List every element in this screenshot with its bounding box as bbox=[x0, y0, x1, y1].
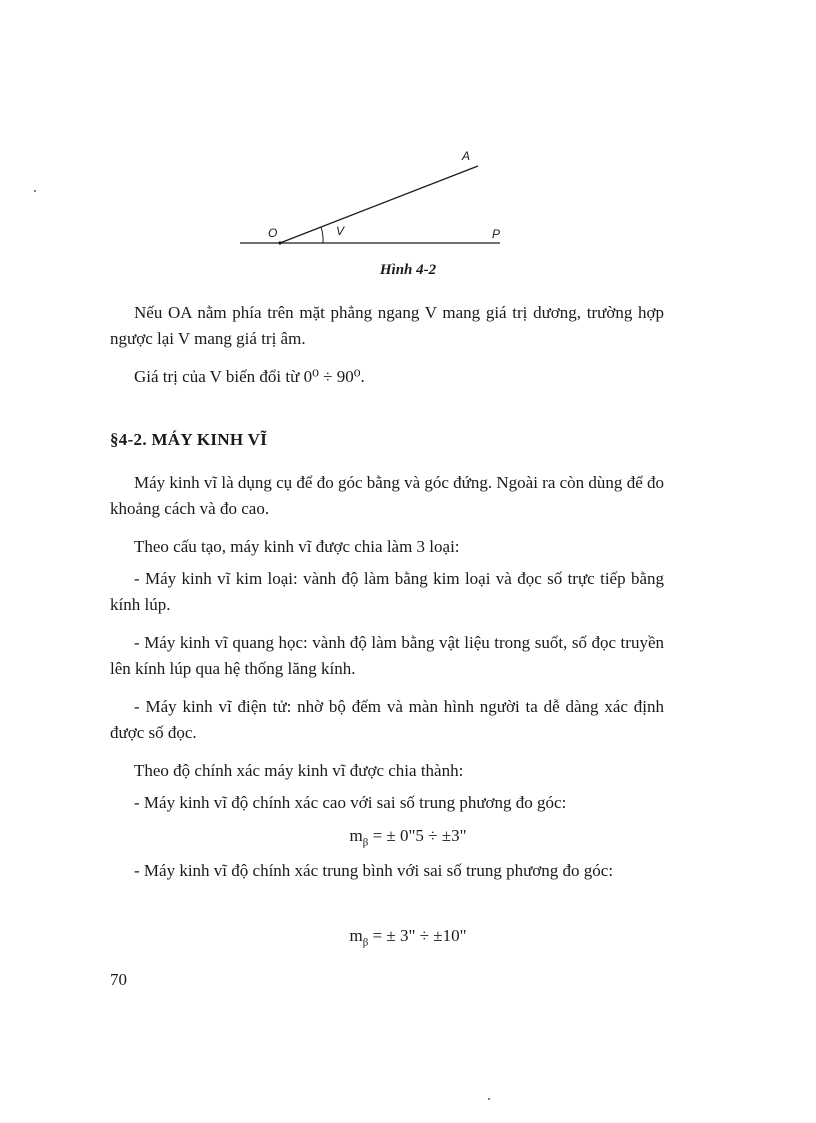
section-heading: §4-2. MÁY KINH VĨ bbox=[110, 430, 268, 449]
page-number: 70 bbox=[110, 970, 127, 989]
angle-diagram bbox=[228, 140, 518, 260]
list-item-high-accuracy: - Máy kinh vĩ độ chính xác cao với sai số trung phương đo góc: bbox=[134, 793, 567, 812]
paragraph-v-sign: Nếu OA nằm phía trên mặt phẳng ngang V mang giá trị dương, trường hợp ngược lại V mang giá trị âm. bbox=[110, 303, 664, 348]
label-a: A bbox=[462, 149, 471, 163]
list-item-medium-accuracy: - Máy kinh vĩ độ chính xác trung bình với sai số trung phương đo góc: bbox=[134, 861, 614, 880]
paragraph-structure: Theo cấu tạo, máy kinh vĩ được chia làm 3 loại: bbox=[134, 537, 460, 556]
formula-symbol: m bbox=[349, 826, 363, 845]
list-item-optical: - Máy kinh vĩ quang học: vành độ làm bằng vật liệu trong suốt, số đọc truyền lên kính lúp qua hệ thống lăng kính. bbox=[110, 633, 664, 678]
paragraph-v-range: Giá trị của V biến đổi từ 0⁰ ÷ 90⁰. bbox=[134, 367, 365, 386]
paragraph-intro: Máy kinh vĩ là dụng cụ để đo góc bằng và góc đứng. Ngoài ra còn dùng để đo khoảng cách và đo cao. bbox=[110, 473, 664, 518]
figure-caption: Hình 4-2 bbox=[379, 262, 437, 278]
scan-speck bbox=[34, 190, 36, 192]
formula-medium-accuracy bbox=[0, 926, 816, 948]
formula-high-accuracy bbox=[0, 826, 816, 848]
scan-speck bbox=[488, 1098, 490, 1100]
angle-figure bbox=[228, 140, 518, 260]
label-p: P bbox=[492, 227, 501, 241]
label-v: V bbox=[336, 224, 345, 238]
paragraph-accuracy: Theo độ chính xác máy kinh vĩ được chia thành: bbox=[134, 761, 464, 780]
point-o bbox=[278, 241, 281, 244]
formula-subscript: β bbox=[362, 836, 369, 849]
list-item-metal: - Máy kinh vĩ kim loại: vành độ làm bằng kim loại và đọc số trực tiếp bằng kính lúp. bbox=[110, 569, 664, 614]
label-o: O bbox=[268, 226, 278, 240]
formula-symbol: m bbox=[349, 926, 363, 945]
formula-value: = ± 3" ÷ ±10" bbox=[368, 926, 467, 945]
formula-subscript: β bbox=[362, 936, 369, 949]
formula-value: = ± 0"5 ÷ ±3" bbox=[368, 826, 467, 845]
list-item-electronic: - Máy kinh vĩ điện tử: nhờ bộ đếm và màn hình người ta dễ dàng xác định được số đọc. bbox=[110, 697, 664, 742]
line-oa bbox=[280, 166, 478, 243]
angle-arc bbox=[321, 227, 323, 243]
